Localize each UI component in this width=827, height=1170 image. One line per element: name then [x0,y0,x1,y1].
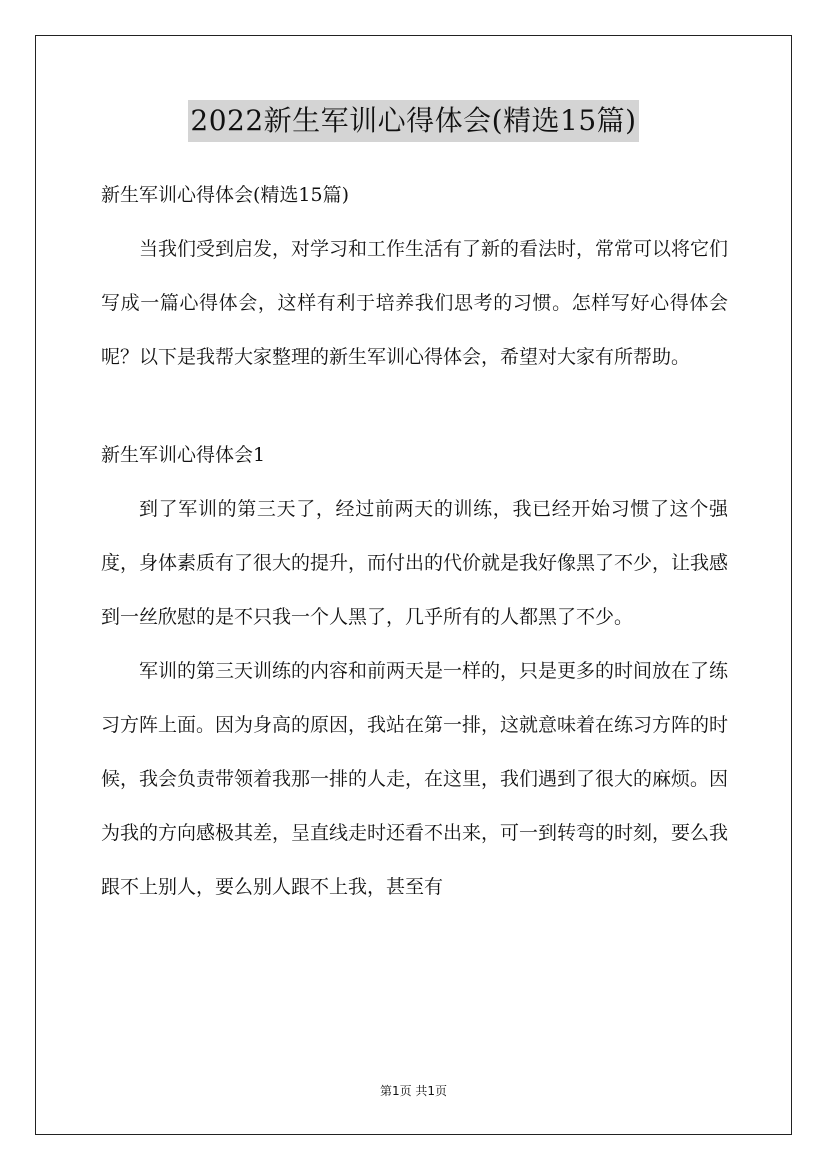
document-subtitle: 新生军训心得体会(精选15篇) [101,184,350,206]
section-heading: 新生军训心得体会1 [101,444,266,466]
page-footer: 第1页 共1页 [379,1084,448,1098]
section-spacer [101,384,728,428]
document-title: 2022新生军训心得体会(精选15篇) [188,100,638,142]
title-container [0,100,827,142]
body-paragraph: 军训的第三天训练的内容和前两天是一样的，只是更多的时间放在了练习方阵上面。因为身高的原因，我站在第一排，这就意味着在练习方阵的时候，我会负责带领着我那一排的人走，在这里，我们遇到了很大的麻烦。因为我的方向感极其差，呈直线走时还看不出来，可一到转弯的时刻，要么我跟不上别人，要么别人跟不上我，甚至有 [101,660,729,898]
body-paragraph: 到了军训的第三天了，经过前两天的训练，我已经开始习惯了这个强度，身体素质有了很大的提升，而付出的代价就是我好像黑了不少，让我感到一丝欣慰的是不只我一个人黑了，几乎所有的人都黑了不少。 [101,498,729,628]
document-body [101,168,728,914]
intro-paragraph: 当我们受到启发，对学习和工作生活有了新的看法时，常常可以将它们写成一篇心得体会，这样有利于培养我们思考的习惯。怎样写好心得体会呢？以下是我帮大家整理的新生军训心得体会，希望对大家有所帮助。 [101,238,729,368]
